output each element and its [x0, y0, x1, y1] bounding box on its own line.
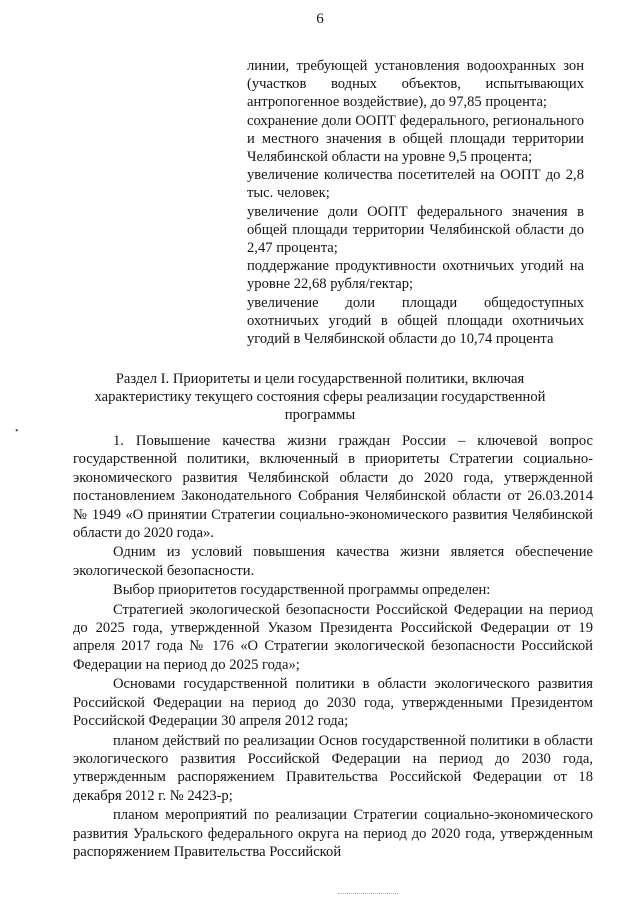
- target-item: линии, требующей установления водоохранных зон (участков водных объектов, испытывающих антропогенное воздействие), до 97,85 процента;: [247, 58, 584, 111]
- section-heading-line: Раздел I. Приоритеты и цели государственной политики, включая: [115, 371, 525, 387]
- section-heading-line: характеристику текущего состояния сферы реализации государственной: [94, 389, 546, 406]
- target-item: увеличение доли ООПТ федерального значения в общей площади территории Челябинской области до 2,47 процента;: [247, 203, 584, 257]
- scan-artifact-line: [338, 893, 398, 895]
- body-paragraph: Одним из условий повышения качества жизни является обеспечение экологической безопасности.: [73, 544, 593, 579]
- target-item: увеличение доли площади общедоступных охотничьих угодий в общей площади охотничьих угодий в Челябинской области до 10,74 процента: [247, 294, 584, 348]
- section-heading-line: программы: [284, 407, 356, 424]
- body-paragraph: Выбор приоритетов государственной программы определен:: [113, 582, 491, 599]
- section-heading: [90, 370, 550, 425]
- target-item: увеличение количества посетителей на ООПТ до 2,8 тыс. человек;: [247, 167, 584, 202]
- body-paragraph: планом мероприятий по реализации Стратегии социально-экономического развития Уральского федерального округа на период до 2020 года, утвержденным распоряжением Правительства Российской: [73, 807, 593, 860]
- target-item: поддержание продуктивности охотничьих угодий на уровне 22,68 рубля/гектар;: [247, 258, 584, 293]
- body-paragraph: 1. Повышение качества жизни граждан России – ключевой вопрос государственной политики, включенный в приоритеты Стратегии социально-экономического развития Челябинской области до 2020 года, утвержденной постановлением Законодательного Собрания Челябинской области от 26.03.2014 № 1949 «О принятии Стратегии социально-экономического развития Челябинской области до 2020 года».: [73, 433, 593, 542]
- targets-list: [247, 57, 584, 348]
- body-paragraph: планом действий по реализации Основ государственной политики в области экологического развития Российской Федерации на период до 2030 года, утвержденным распоряжением Правительства Российской Федерации от 18 декабря 2012 г. № 2423-р;: [73, 732, 593, 804]
- section-body: [73, 432, 593, 861]
- target-item: сохранение доли ООПТ федерального, регионального и местного значения в общей площади территории Челябинской области на уровне 9,5 процента;: [247, 112, 584, 166]
- margin-dot: •: [15, 426, 19, 437]
- body-paragraph: Основами государственной политики в области экологического развития Российской Федерации на период до 2030 года, утвержденными Президентом Российской Федерации 30 апреля 2012 года;: [73, 676, 593, 730]
- page-number: 6: [316, 11, 324, 27]
- body-paragraph: Стратегией экологической безопасности Российской Федерации на период до 2025 года, утвержденной Указом Президента Российской Федерации от 19 апреля 2017 года № 176 «О Стратегии экологической безопасности Российской Федерации на период до 2025 года»;: [73, 601, 593, 673]
